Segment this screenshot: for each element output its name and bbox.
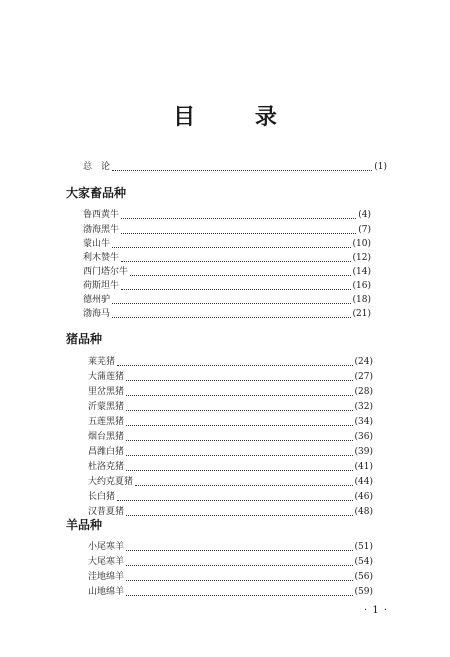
- dot-leader: [112, 247, 351, 248]
- toc-entry: [83, 209, 371, 221]
- dot-leader: [126, 380, 353, 381]
- toc-entry-label: 渤海马: [83, 309, 111, 319]
- toc-entry-page: (56): [354, 572, 373, 582]
- dot-leader: [126, 470, 353, 471]
- dot-leader: [117, 500, 353, 501]
- toc-entry: [83, 280, 371, 292]
- toc-entry-page: (32): [354, 402, 373, 412]
- toc-entry-page: (39): [354, 447, 373, 457]
- dot-leader: [126, 455, 353, 456]
- toc-entry: [88, 476, 373, 488]
- toc-entry: [83, 238, 371, 250]
- dot-leader: [112, 317, 351, 318]
- toc-entry: [83, 252, 371, 264]
- section-heading: 猪品种: [66, 332, 103, 346]
- toc-entry-page: (18): [352, 295, 371, 305]
- toc-entry-label: 利木赞牛: [83, 253, 120, 263]
- dot-leader: [126, 515, 353, 516]
- dot-leader: [126, 440, 353, 441]
- toc-entry: [83, 308, 371, 320]
- dot-leader: [117, 365, 353, 366]
- toc-entry: [88, 571, 373, 583]
- toc-entry-label: 沂蒙黑猪: [88, 402, 125, 412]
- toc-entry-label: 西门塔尔牛: [83, 267, 129, 277]
- toc-entry-page: (54): [354, 557, 373, 567]
- toc-entry-label: 山地绵羊: [88, 587, 125, 597]
- dot-leader: [126, 580, 353, 581]
- toc-entry-page: (28): [354, 387, 373, 397]
- toc-entry: [88, 541, 373, 553]
- toc-entry-label: 里岔黑猪: [88, 387, 125, 397]
- toc-entry-label: 蒙山牛: [83, 239, 111, 249]
- toc-entry-page: (12): [352, 253, 371, 263]
- toc-entry-label: 小尾寒羊: [88, 542, 125, 552]
- toc-entry: [88, 506, 373, 518]
- dot-leader: [126, 425, 353, 426]
- toc-entry: [88, 371, 373, 383]
- dot-leader: [126, 410, 353, 411]
- toc-entry: [88, 431, 373, 443]
- toc-entry-page: (59): [354, 587, 373, 597]
- dot-leader: [130, 275, 351, 276]
- section-heading: 羊品种: [66, 518, 103, 532]
- toc-entry: [88, 416, 373, 428]
- toc-entry-label: 莱芜猪: [88, 357, 116, 367]
- toc-entry: [88, 446, 373, 458]
- toc-entry-label: 大约克夏猪: [88, 477, 134, 487]
- dot-leader: [135, 485, 353, 486]
- toc-entry-page: (14): [352, 267, 371, 277]
- toc-entry: [88, 461, 373, 473]
- toc-entry-label: 大尾寒羊: [88, 557, 125, 567]
- toc-entry-page: (48): [354, 507, 373, 517]
- toc-entry-page: (16): [352, 281, 371, 291]
- toc-entry-label: 烟台黑猪: [88, 432, 125, 442]
- page-number: · 1 ·: [364, 605, 389, 616]
- toc-entry: [88, 556, 373, 568]
- toc-entry-label: 五莲黑猪: [88, 417, 125, 427]
- toc-entry-label: 总 论: [83, 162, 111, 172]
- page-title: 目 录: [173, 105, 303, 130]
- toc-entry: [83, 266, 371, 278]
- toc-entry-page: (27): [354, 372, 373, 382]
- toc-entry: [88, 386, 373, 398]
- toc-entry-page: (36): [354, 432, 373, 442]
- section-heading: 大家畜品种: [66, 186, 127, 200]
- toc-entry: [88, 491, 373, 503]
- toc-entry-label: 荷斯坦牛: [83, 281, 120, 291]
- dot-leader: [121, 218, 356, 219]
- toc-entry-label: 渤海黑牛: [83, 225, 120, 235]
- toc-entry-page: (7): [358, 225, 371, 235]
- toc-entry-label: 汉普夏猪: [88, 507, 125, 517]
- toc-entry-label: 长白猪: [88, 492, 116, 502]
- toc-entry-page: (34): [354, 417, 373, 427]
- toc-entry-label: 德州驴: [83, 295, 111, 305]
- dot-leader: [126, 565, 353, 566]
- dot-leader: [126, 395, 353, 396]
- toc-entry-page: (41): [354, 462, 373, 472]
- toc-entry: [88, 356, 373, 368]
- toc-entry-page: (44): [354, 477, 373, 487]
- toc-entry: [88, 401, 373, 413]
- toc-entry: [88, 586, 373, 598]
- dot-leader: [121, 233, 356, 234]
- dot-leader: [126, 550, 353, 551]
- toc-entry-label: 鲁西黄牛: [83, 210, 120, 220]
- toc-entry-page: (24): [354, 357, 373, 367]
- dot-leader: [126, 595, 353, 596]
- toc-entry-page: (51): [354, 542, 373, 552]
- dot-leader: [121, 261, 351, 262]
- toc-entry-label: 昌潍白猪: [88, 447, 125, 457]
- toc-entry-page: (1): [374, 162, 387, 172]
- toc-entry-page: (10): [352, 239, 371, 249]
- toc-entry-label: 大蒲莲猪: [88, 372, 125, 382]
- toc-entry-page: (21): [352, 309, 371, 319]
- toc-entry-page: (46): [354, 492, 373, 502]
- toc-entry-page: (4): [358, 210, 371, 220]
- toc-entry-intro: [83, 161, 387, 173]
- toc-entry: [83, 294, 371, 306]
- toc-entry-label: 杜洛克猪: [88, 462, 125, 472]
- dot-leader: [112, 303, 351, 304]
- dot-leader: [112, 170, 372, 171]
- toc-entry: [83, 224, 371, 236]
- dot-leader: [121, 289, 351, 290]
- toc-entry-label: 洼地绵羊: [88, 572, 125, 582]
